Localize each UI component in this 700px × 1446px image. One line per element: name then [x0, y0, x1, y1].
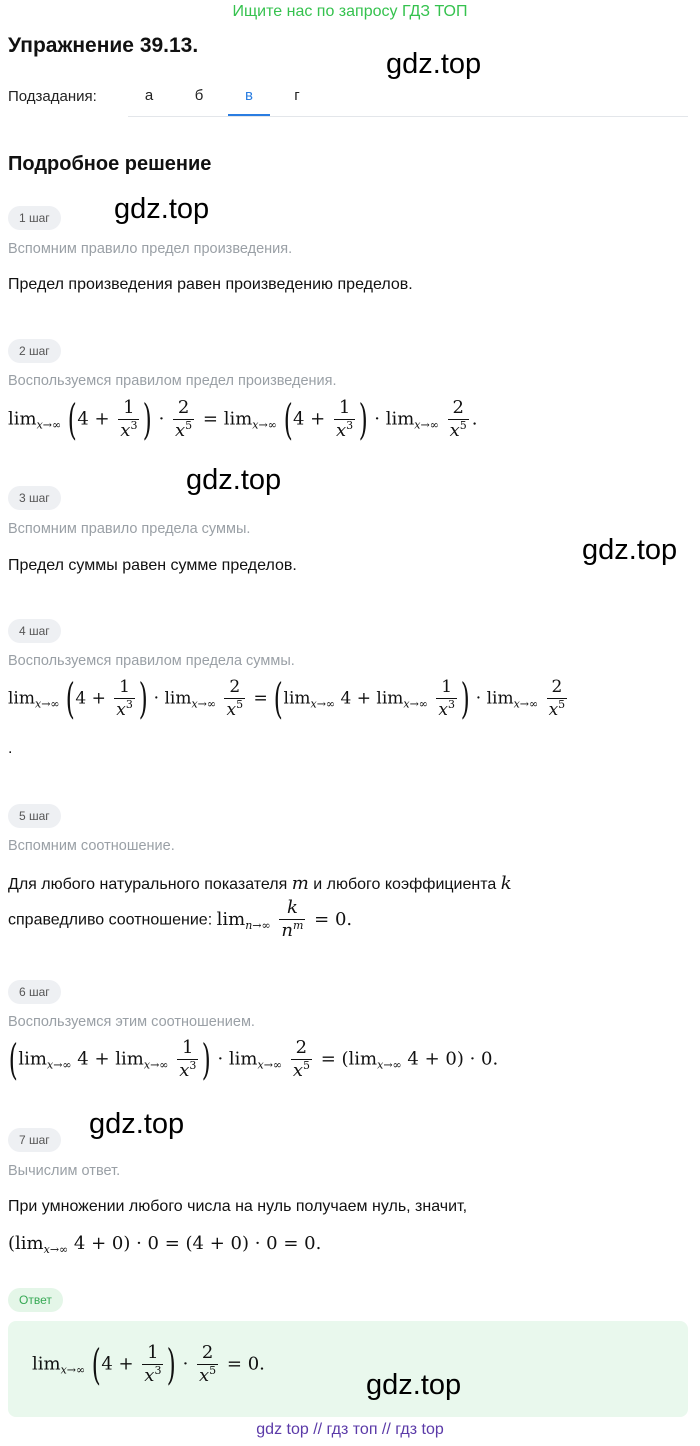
step-text: Предел произведения равен произведению пределов.: [8, 276, 413, 293]
step-hint: Вычислим ответ.: [8, 1163, 121, 1179]
answer-box: [8, 1321, 688, 1417]
step-hint: Воспользуемся правилом предела суммы.: [8, 653, 295, 669]
step-badge: 6 шаг: [8, 980, 61, 1004]
tab-g[interactable]: г: [294, 87, 300, 104]
watermark: gdz.top: [114, 193, 210, 225]
step-badge: 7 шаг: [8, 1128, 61, 1152]
subtasks-tabs: [128, 78, 688, 117]
step-text: Для любого натурального показателя m и любого коэффициента k: [8, 873, 512, 894]
formula: $\lim_{x\to\infty} (4$ + $\frac{1}{x^3}$ ) · $\lim_{x\to\infty}$ $\frac{2}{x^5}$ = ($\lim_{x\to\infty}$ $4 + \lim_{x\to\infty}$ $\frac{1}{x^3}$ ) · $\lim_{x\to\infty}$ $\frac{2}{x^5}$: [8, 674, 566, 724]
step-text: При умножении любого числа на нуль получаем нуль, значит,: [8, 1198, 468, 1215]
formula: $\lim_{x\to\infty} (4$ + $\frac{1}{x^3}$ ) · $\frac{2}{x^5}$ = $\lim_{x\to\infty} (4$ + $\frac{1}{x^3}$ ) · $\lim_{x\to\infty}$ $\frac{2}{x^5}$ .: [8, 394, 478, 444]
step-text-part: справедливо соотношение:: [8, 911, 213, 929]
answer-formula: $\lim_{x\to\infty} (4$ + $\frac{1}{x^3}$ ) · $\frac{2}{x^5}$ = 0.: [32, 1339, 265, 1389]
answer-badge: Ответ: [8, 1288, 63, 1312]
footer-links[interactable]: gdz top // гдз топ // гдз top: [256, 1421, 444, 1438]
step-text: справедливо соотношение: $\lim_{n\to\infty}$ $\frac{k}{n^m}$ = 0.: [8, 897, 353, 941]
page-title: Упражнение 39.13.: [8, 34, 199, 57]
watermark: gdz.top: [89, 1108, 185, 1140]
step-badge: 3 шаг: [8, 486, 61, 510]
step-hint: Вспомним соотношение.: [8, 838, 175, 854]
step-badge: 2 шаг: [8, 339, 61, 363]
subtasks-label: Подзадания:: [8, 88, 97, 105]
formula: ($\lim_{x\to\infty}$ 4 + 0) · 0 = (4 + 0) · 0 = 0.: [8, 1233, 322, 1256]
step-badge: 5 шаг: [8, 804, 61, 828]
step-hint: Воспользуемся этим соотношением.: [8, 1014, 255, 1030]
step-text-part: Для любого натурального показателя: [8, 876, 288, 893]
step-badge: 1 шаг: [8, 206, 61, 230]
step-text-part: и любого коэффициента: [313, 876, 497, 893]
watermark: gdz.top: [386, 48, 482, 80]
solution-title: Подробное решение: [8, 153, 212, 175]
step-text: Предел суммы равен сумме пределов.: [8, 557, 297, 574]
step-hint: Вспомним правило предел произведения.: [8, 241, 293, 257]
watermark: gdz.top: [582, 534, 678, 566]
step-hint: Вспомним правило предела суммы.: [8, 521, 251, 537]
search-banner: Ищите нас по запросу ГДЗ ТОП: [232, 3, 468, 20]
formula-tail: .: [8, 740, 13, 757]
watermark: gdz.top: [366, 1369, 462, 1401]
watermark: gdz.top: [186, 464, 282, 496]
tab-b[interactable]: б: [194, 87, 204, 104]
tab-a[interactable]: а: [144, 87, 154, 104]
step-badge: 4 шаг: [8, 619, 61, 643]
tab-v[interactable]: в: [228, 78, 270, 116]
step-hint: Воспользуемся правилом предел произведения.: [8, 373, 337, 389]
formula: ($\lim_{x\to\infty}$ $4 + \lim_{x\to\infty}$ $\frac{1}{x^3}$ ) · $\lim_{x\to\infty}$ $\frac{2}{x^5}$ = ($\lim_{x\to\infty}$ 4 + 0) · 0.: [8, 1034, 499, 1084]
